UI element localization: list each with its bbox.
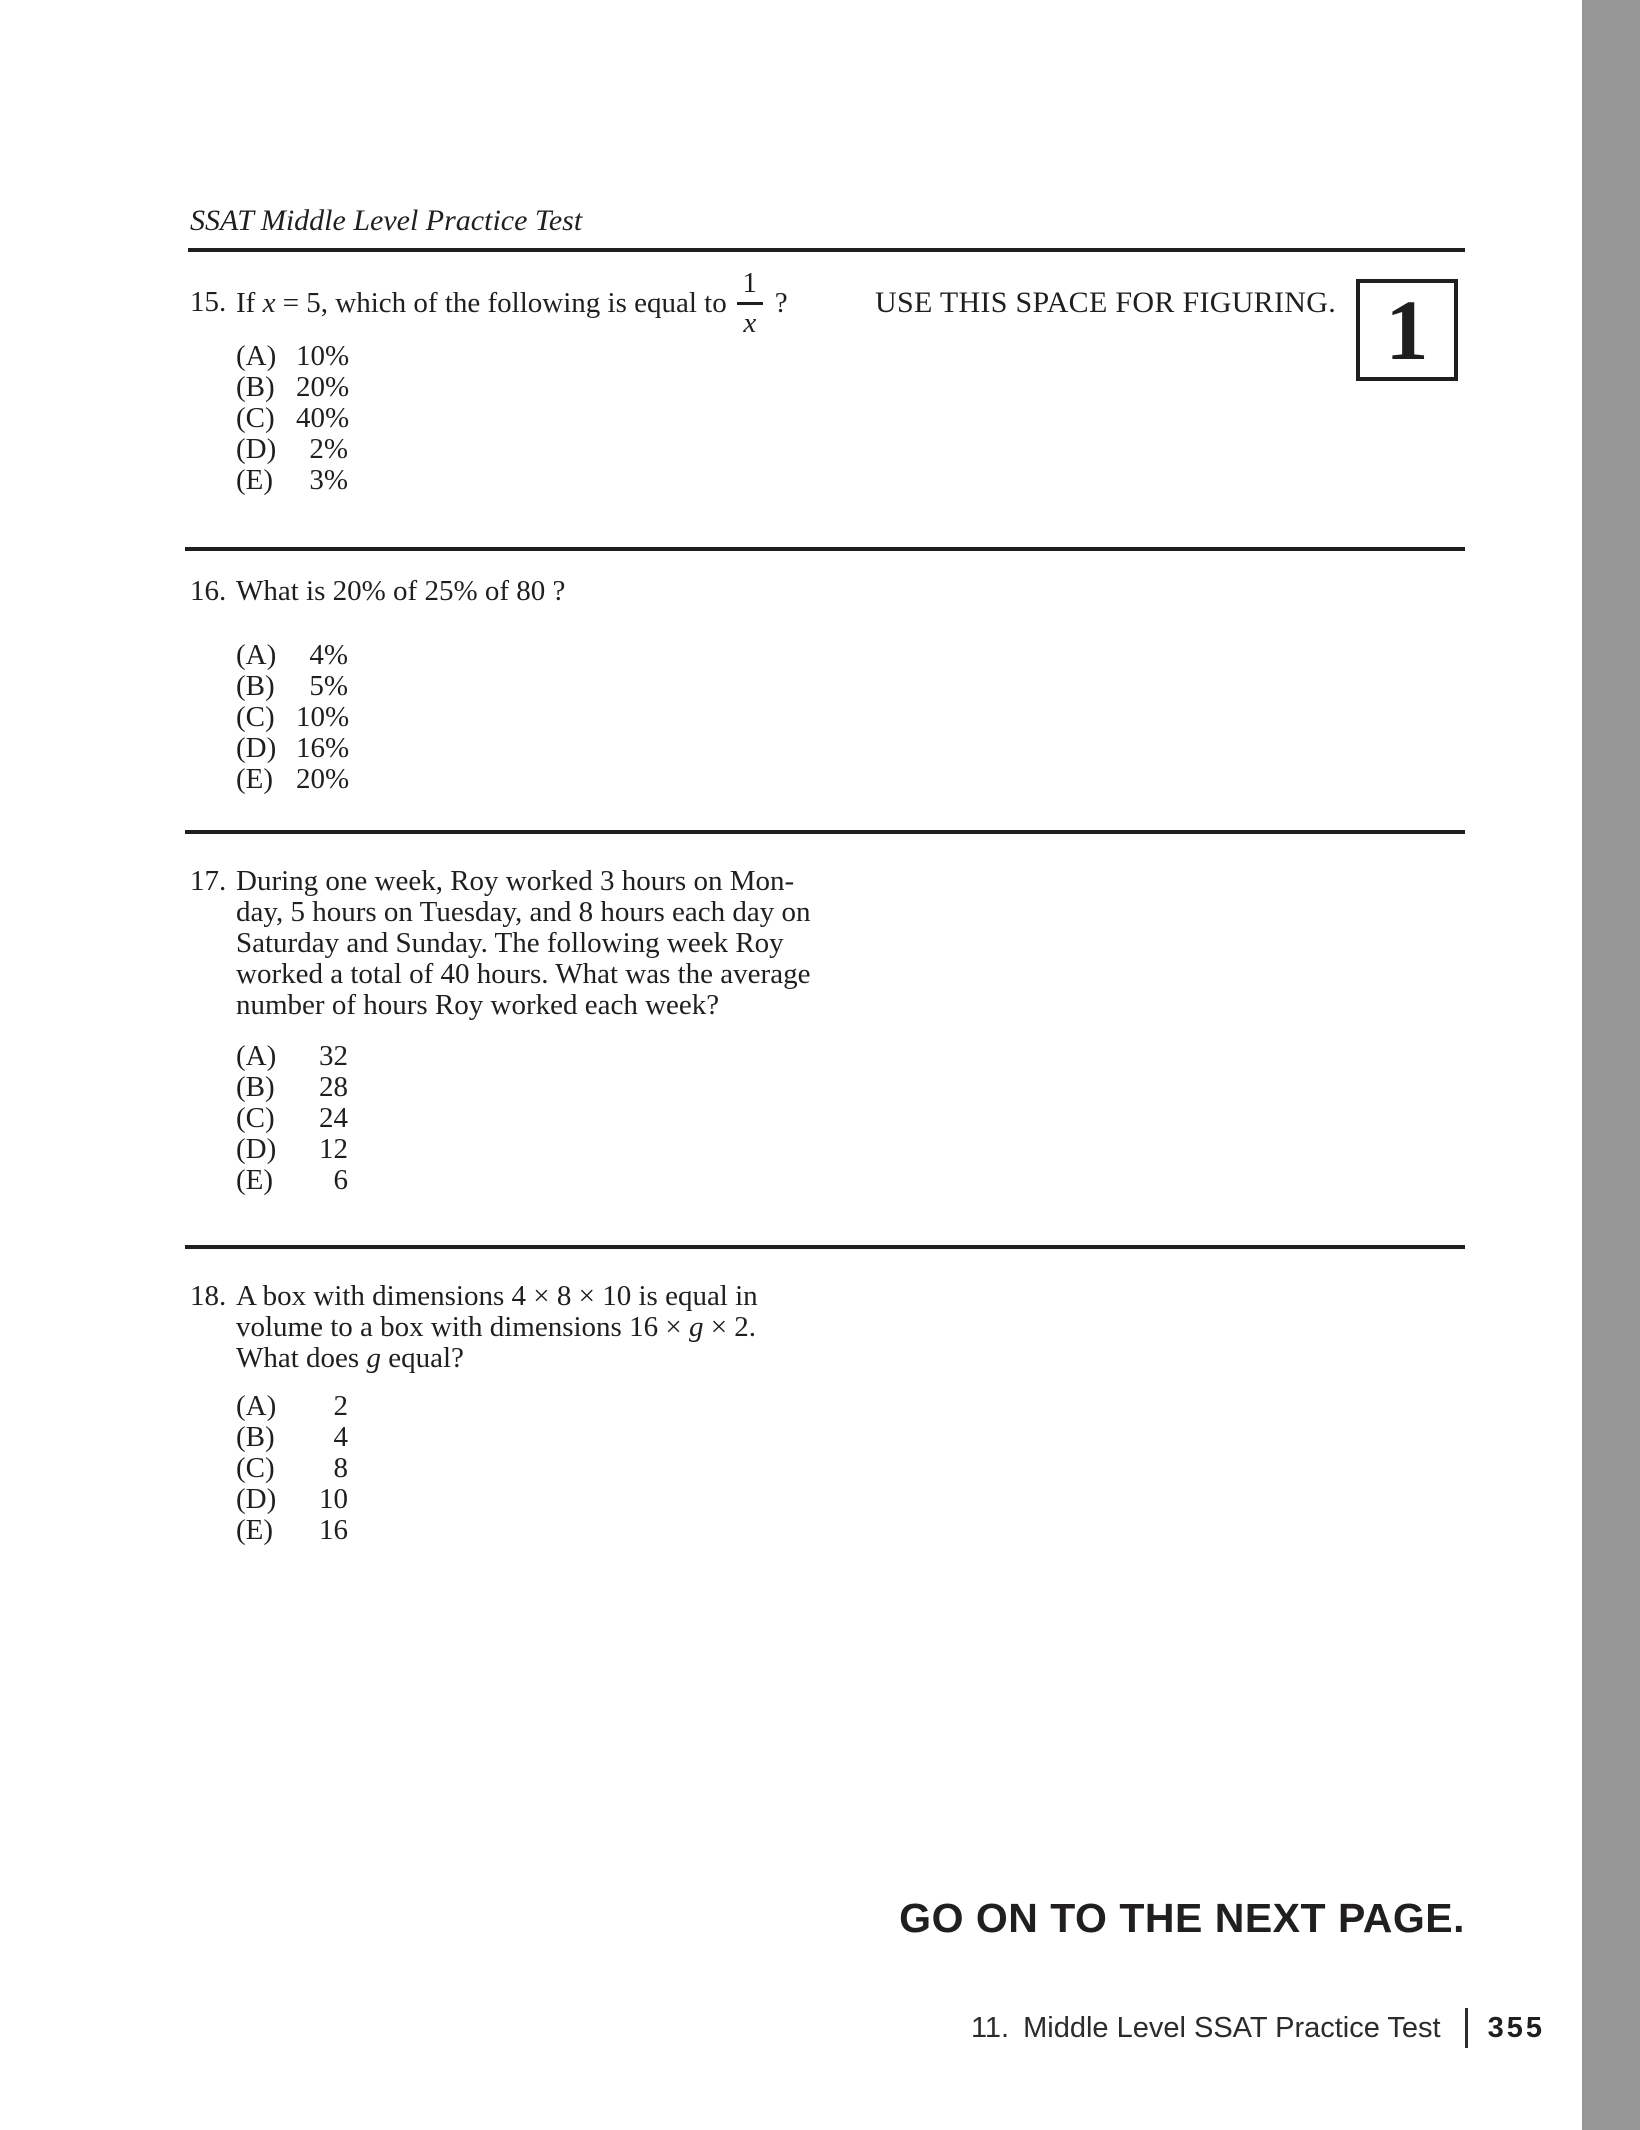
stem-line: A box with dimensions 4 × 8 × 10 is equal in [236, 1280, 758, 1312]
choice-value: 32 [319, 1040, 348, 1072]
choice-value: 5% [309, 670, 348, 702]
choice-value: 2% [309, 433, 348, 465]
choice-row [236, 1103, 348, 1134]
variable-g: g [366, 1342, 381, 1374]
choice-value: 20% [296, 371, 350, 403]
footer-divider-bar [1465, 2008, 1468, 2048]
choice-label: (A) [236, 1040, 277, 1072]
question-17-choices [236, 1041, 348, 1196]
choice-label: (C) [236, 1452, 275, 1484]
choice-row [236, 1072, 348, 1103]
choice-row [236, 403, 348, 434]
choice-row [236, 1165, 348, 1196]
choice-label: (B) [236, 1071, 275, 1103]
choice-value: 4% [309, 639, 348, 671]
go-on-instruction: GO ON TO THE NEXT PAGE. [899, 1895, 1465, 1941]
choice-value: 24 [319, 1102, 348, 1134]
choice-value: 28 [319, 1071, 348, 1103]
choice-row [236, 1134, 348, 1165]
choice-label: (D) [236, 1133, 277, 1165]
question-16-number: 16. [190, 575, 227, 607]
stem-line: What does g equal? [236, 1342, 464, 1374]
stem-line: volume to a box with dimensions 16 × g × 2. [236, 1311, 757, 1343]
stem-line: During one week, Roy worked 3 hours on Mon- [236, 865, 795, 897]
choice-value: 40% [296, 402, 350, 434]
choice-row [236, 1515, 348, 1546]
choice-label: (A) [236, 639, 277, 671]
question-divider [185, 1245, 1465, 1249]
choice-value: 16% [296, 732, 350, 764]
fraction-bar [737, 302, 763, 305]
choice-label: (C) [236, 1102, 275, 1134]
question-18-stem [236, 1281, 758, 1374]
header-rule [188, 248, 1465, 252]
question-17-number: 17. [190, 865, 227, 897]
choice-label: (E) [236, 1164, 274, 1196]
question-18-number: 18. [190, 1280, 227, 1312]
choice-value: 8 [333, 1452, 348, 1484]
choice-value: 10 [319, 1483, 348, 1515]
choice-label: (B) [236, 371, 275, 403]
page-header-title: SSAT Middle Level Practice Test [190, 204, 583, 237]
choice-value: 4 [333, 1421, 348, 1453]
choice-label: (A) [236, 340, 277, 372]
choice-row [236, 465, 348, 496]
choice-label: (E) [236, 763, 274, 795]
choice-value: 16 [319, 1514, 348, 1546]
choice-value: 20% [296, 763, 350, 795]
choice-row [236, 702, 348, 733]
choice-value: 10% [296, 340, 350, 372]
choice-row [236, 434, 348, 465]
section-number: 1 [1385, 282, 1429, 378]
choice-row [236, 372, 348, 403]
choice-label: (C) [236, 402, 275, 434]
page-edge-bar [1582, 0, 1640, 2130]
stem-line: Saturday and Sunday. The following week Roy [236, 927, 784, 959]
choice-row [236, 341, 348, 372]
stem-line: day, 5 hours on Tuesday, and 8 hours each day on [236, 896, 811, 928]
choice-label: (D) [236, 732, 277, 764]
question-15-suffix: ? [774, 286, 788, 319]
fraction-1-over-x [737, 266, 763, 339]
choice-value: 6 [333, 1164, 348, 1196]
choice-row [236, 764, 348, 795]
choice-label: (D) [236, 433, 277, 465]
choice-label: (D) [236, 1483, 277, 1515]
variable-x: x [262, 286, 276, 319]
question-16-stem: What is 20% of 25% of 80 ? [236, 575, 566, 607]
footer-chapter-number: 11. [970, 2011, 1010, 2044]
question-17-stem [236, 866, 811, 1021]
stem-line: worked a total of 40 hours. What was the average [236, 958, 811, 990]
question-15-stem [236, 266, 788, 339]
choice-row [236, 1453, 348, 1484]
choice-row [236, 1484, 348, 1515]
fraction-numerator: 1 [742, 266, 757, 299]
question-divider [185, 830, 1465, 834]
section-number-box [1356, 279, 1458, 381]
stem-line: number of hours Roy worked each week? [236, 989, 720, 1021]
figuring-note: USE THIS SPACE FOR FIGURING. [875, 286, 1337, 319]
choice-row [236, 1422, 348, 1453]
question-18-choices [236, 1391, 348, 1546]
choice-value: 12 [319, 1133, 348, 1165]
choice-value: 10% [296, 701, 350, 733]
choice-row [236, 640, 348, 671]
choice-label: (B) [236, 1421, 275, 1453]
question-divider [185, 547, 1465, 551]
choice-row [236, 1041, 348, 1072]
footer-page-number: 355 [1487, 2011, 1545, 2044]
question-15-choices [236, 341, 348, 496]
choice-label: (A) [236, 1390, 277, 1422]
question-15-stem-text: If x = 5, which of the following is equal to [236, 286, 727, 319]
question-16-choices [236, 640, 348, 795]
choice-row [236, 1391, 348, 1422]
fraction-denominator: x [743, 306, 757, 339]
choice-value: 2 [333, 1390, 348, 1422]
choice-value: 3% [309, 464, 348, 496]
variable-g: g [688, 1311, 704, 1343]
choice-row [236, 671, 348, 702]
choice-label: (B) [236, 670, 275, 702]
page-footer [971, 2008, 1545, 2048]
footer-chapter-title: Middle Level SSAT Practice Test [1023, 2011, 1441, 2044]
choice-label: (E) [236, 464, 274, 496]
choice-row [236, 733, 348, 764]
choice-label: (C) [236, 701, 275, 733]
question-15-number: 15. [190, 286, 227, 318]
choice-label: (E) [236, 1514, 274, 1546]
